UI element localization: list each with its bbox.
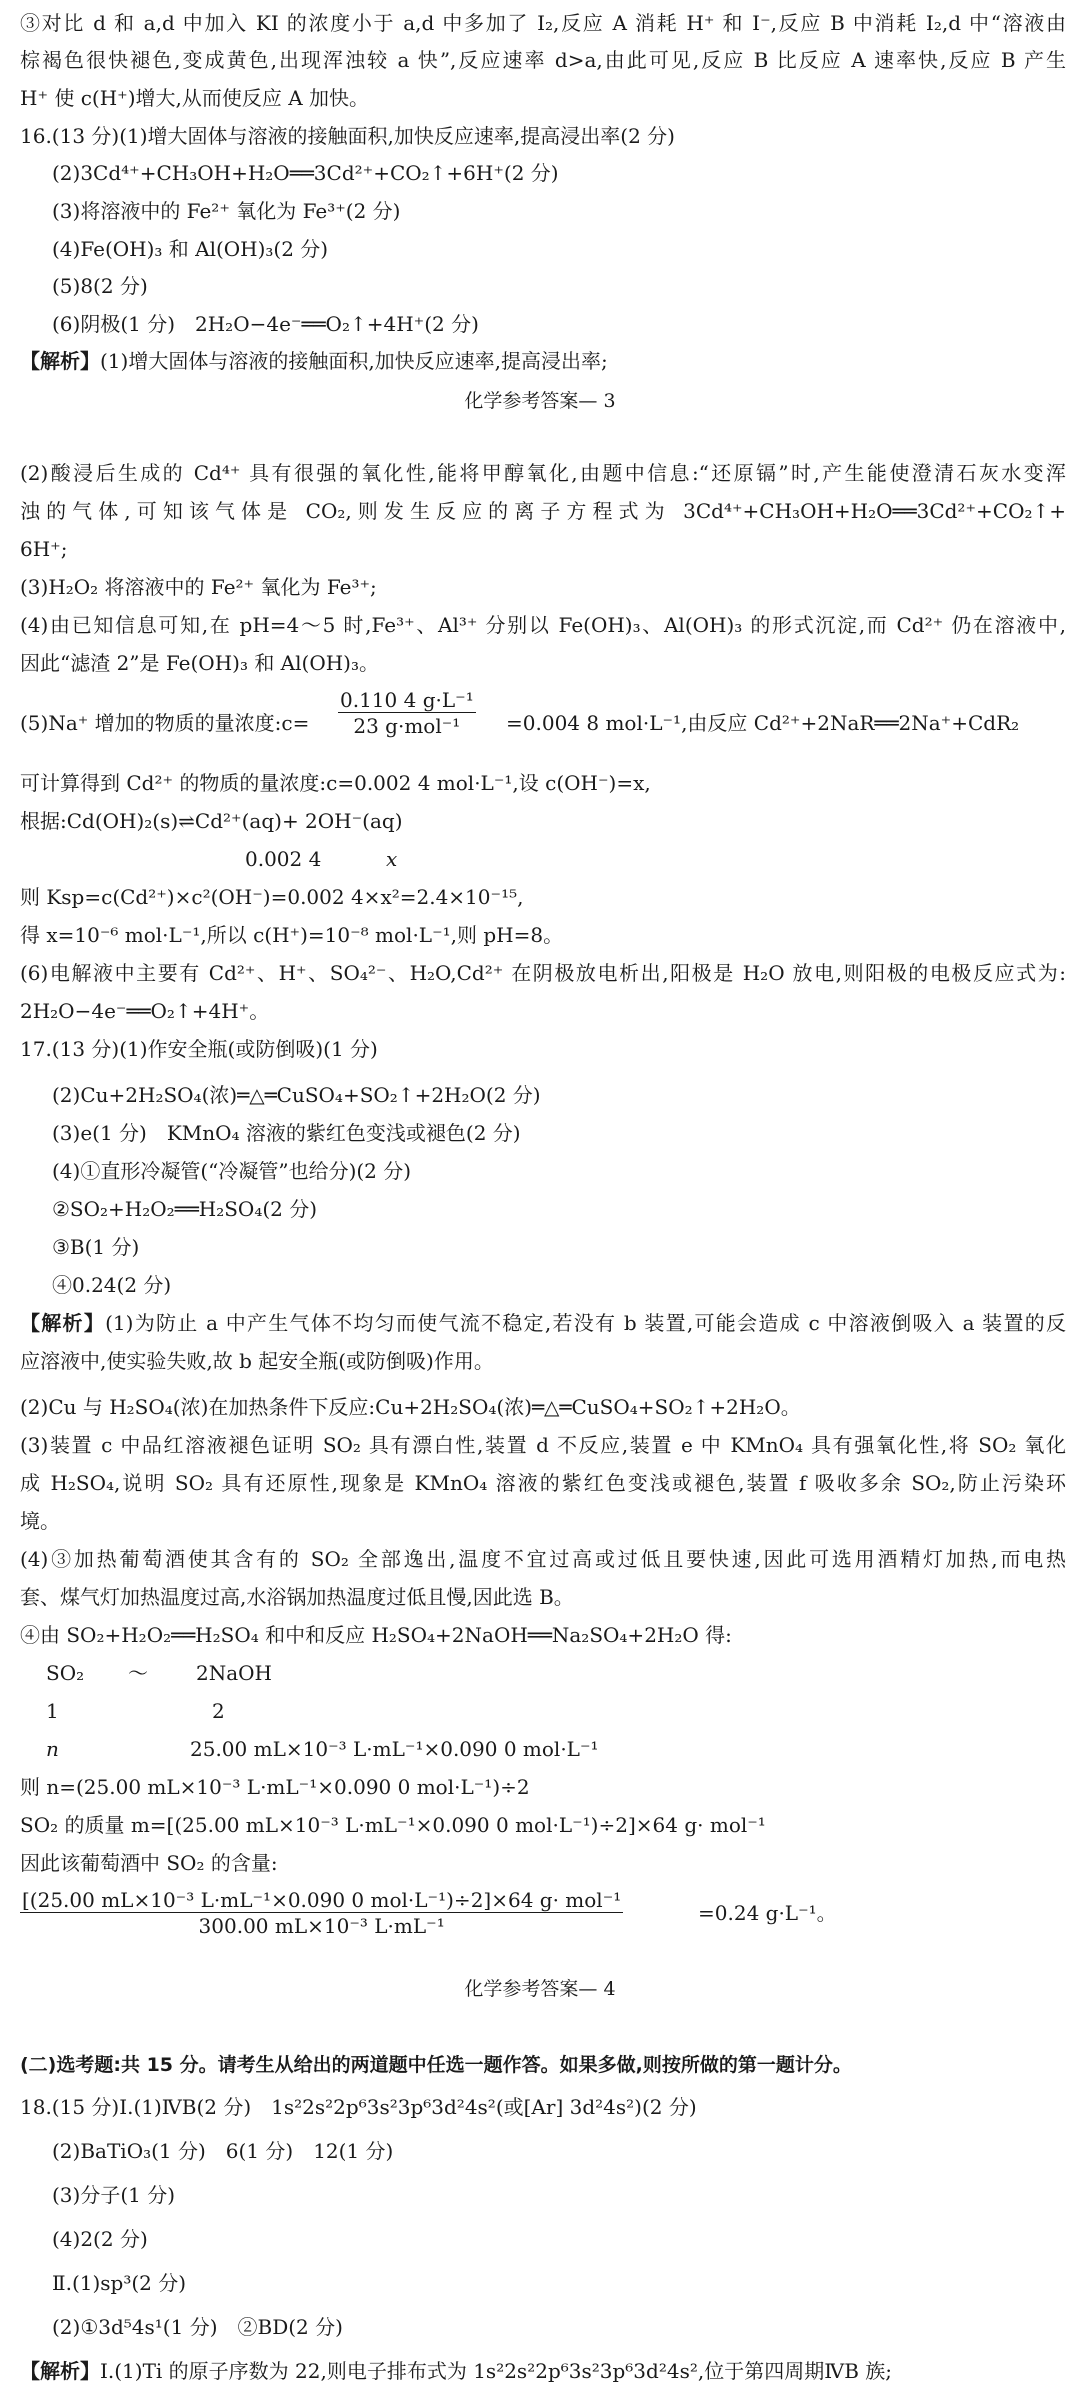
q18-header: 18.(15 分)Ⅰ.(1)ⅣB(2 分) 1s²2s²2p⁶3s²3p⁶3d²4s²(或[Ar] 3d²4s²)(2 分) — [20, 2095, 697, 2119]
q16-analysis-3: (3)H₂O₂ 将溶液中的 Fe²⁺ 氧化为 Fe³⁺; — [20, 575, 377, 599]
value-x: x — [386, 847, 398, 871]
q17-answer-4-2: ②SO₂+H₂O₂══H₂SO₄(2 分) — [52, 1197, 318, 1221]
q17-final-fraction-line — [20, 1888, 1066, 1948]
q15-answer-line-2: 棕褐色很快褪色,变成黄色,出现浑浊较 a 快”,反应速率 d>a,由此可见,反应 B 比反应 A 速率快,反应 B 产生 — [20, 48, 1066, 72]
q16-analysis-5-line-6: 得 x=10⁻⁶ mol·L⁻¹,所以 c(H⁺)=10⁻⁸ mol·L⁻¹,则 pH=8。 — [20, 923, 564, 947]
q18-answer-2: (2)BaTiO₃(1 分) 6(1 分) 12(1 分) — [52, 2139, 394, 2163]
q16-analysis-5-suffix: =0.004 8 mol·L⁻¹,由反应 Cd²⁺+2NaR══2Na⁺+CdR₂ — [506, 711, 1020, 735]
page-footer-4: 化学参考答案— 4 — [464, 1978, 616, 2000]
stoich-row-2 — [20, 1698, 1066, 1724]
q16-analysis-4-line-1: (4)由已知信息可知,在 pH=4～5 时,Fe³⁺、Al³⁺ 分别以 Fe(OH)₃、Al(OH)₃ 的形式沉淀,而 Cd²⁺ 仍在溶液中, — [20, 613, 1066, 637]
stoich-naoh-amount: 25.00 mL×10⁻³ L·mL⁻¹×0.090 0 mol·L⁻¹ — [190, 1737, 599, 1761]
q17-calc-line-2: SO₂ 的质量 m=[(25.00 mL×10⁻³ L·mL⁻¹×0.090 0 mol·L⁻¹)÷2]×64 g· mol⁻¹ — [20, 1813, 766, 1837]
q17-analysis-4-line-2: 套、煤气灯加热温度过高,水浴锅加热温度过低且慢,因此选 B。 — [20, 1585, 574, 1609]
stoich-n: n — [46, 1737, 59, 1761]
q16-analysis-6-line-2: 2H₂O−4e⁻══O₂↑+4H⁺。 — [20, 999, 270, 1023]
q17-analysis-2: (2)Cu 与 H₂SO₄(浓)在加热条件下反应:Cu+2H₂SO₄(浓)═△═CuSO₄+SO₂↑+2H₂O。 — [20, 1395, 801, 1419]
q16-analysis-4-line-2: 因此“滤渣 2”是 Fe(OH)₃ 和 Al(OH)₃。 — [20, 651, 379, 675]
fraction-denominator: 23 g·mol⁻¹ — [353, 714, 461, 738]
q17-calc-line-1: 则 n=(25.00 mL×10⁻³ L·mL⁻¹×0.090 0 mol·L⁻¹)÷2 — [20, 1775, 530, 1799]
q16-analysis-5-prefix: (5)Na⁺ 增加的物质的量浓度:c= — [20, 711, 310, 735]
q17-analysis-4-line-3: ④由 SO₂+H₂O₂══H₂SO₄ 和中和反应 H₂SO₄+2NaOH══Na₂SO₄+2H₂O 得: — [20, 1623, 732, 1647]
q16-analysis-1 — [20, 348, 1066, 374]
stoich-so2: SO₂ — [46, 1661, 85, 1685]
q18-answer-3: (3)分子(1 分) — [52, 2183, 176, 2207]
q16-analysis-5-line-1 — [20, 688, 1066, 770]
q17-analysis-1-line-2: 应溶液中,使实验失败,故 b 起安全瓶(或防倒吸)作用。 — [20, 1349, 494, 1373]
analysis-label: 【解析】 — [20, 1311, 106, 1335]
stoich-tilde: ～ — [128, 1661, 148, 1685]
q17-analysis-1-text: (1)为防止 a 中产生气体不均匀而使气流不稳定,若没有 b 装置,可能会造成 c 中溶液倒吸入 a 装置的反 — [105, 1311, 1067, 1335]
value-cd-conc: 0.002 4 — [245, 847, 322, 871]
q16-answer-6: (6)阴极(1 分) 2H₂O−4e⁻══O₂↑+4H⁺(2 分) — [52, 312, 479, 336]
q16-answer-3: (3)将溶液中的 Fe²⁺ 氧化为 Fe³⁺(2 分) — [52, 199, 401, 223]
q16-analysis-5-line-3: 根据:Cd(OH)₂(s)⇌Cd²⁺(aq)+ 2OH⁻(aq) — [20, 809, 403, 833]
q16-answer-5: (5)8(2 分) — [52, 274, 148, 298]
q18-answer-ii-2: (2)①3d⁵4s¹(1 分) ②BD(2 分) — [52, 2315, 343, 2339]
q16-answer-2: (2)3Cd⁴⁺+CH₃OH+H₂O══3Cd²⁺+CO₂↑+6H⁺(2 分) — [52, 161, 559, 185]
q17-answer-4-3: ③B(1 分) — [52, 1235, 140, 1259]
fraction-result: =0.24 g·L⁻¹。 — [698, 1901, 837, 1925]
q17-analysis-3-line-1: (3)装置 c 中品红溶液褪色证明 SO₂ 具有漂白性,装置 d 不反应,装置 e 中 KMnO₄ 具有强氧化性,将 SO₂ 氧化 — [20, 1433, 1066, 1457]
q16-header: 16.(13 分)(1)增大固体与溶液的接触面积,加快反应速率,提高浸出率(2 分) — [20, 124, 675, 148]
q17-analysis-4-line-1: (4)③加热葡萄酒使其含有的 SO₂ 全部逸出,温度不宜过高或过低且要快速,因此可选用酒精灯加热,而电热 — [20, 1547, 1066, 1571]
q17-answer-3: (3)e(1 分) KMnO₄ 溶液的紫红色变浅或褪色(2 分) — [52, 1121, 521, 1145]
q18-analysis-1-text: Ⅰ.(1)Ti 的原子序数为 22,则电子排布式为 1s²2s²2p⁶3s²3p⁶3d²4s²,位于第四周期ⅣB 族; — [100, 2359, 892, 2383]
fraction-denominator: 300.00 mL×10⁻³ L·mL⁻¹ — [198, 1914, 445, 1938]
stoich-row-3 — [20, 1736, 1066, 1762]
fraction-na-concentration — [338, 688, 476, 739]
q16-analysis-6-line-1: (6)电解液中主要有 Cd²⁺、H⁺、SO₄²⁻、H₂O,Cd²⁺ 在阴极放电析出,阳极是 H₂O 放电,则阳极的电极反应式为: — [20, 961, 1066, 985]
q16-analysis-2-line-1: (2)酸浸后生成的 Cd⁴⁺ 具有很强的氧化性,能将甲醇氧化,由题中信息:“还原镉”时,产生能使澄清石灰水变浑 — [20, 461, 1066, 485]
q16-answer-4: (4)Fe(OH)₃ 和 Al(OH)₃(2 分) — [52, 237, 329, 261]
q18-answer-ii-1: Ⅱ.(1)sp³(2 分) — [52, 2271, 187, 2295]
stoich-row-1 — [20, 1660, 1066, 1686]
q17-analysis-3-line-3: 境。 — [20, 1509, 60, 1533]
q16-analysis-5-line-4 — [20, 846, 1066, 872]
fraction-numerator: [(25.00 mL×10⁻³ L·mL⁻¹×0.090 0 mol·L⁻¹)÷2]×64 g· mol⁻¹ — [22, 1888, 622, 1912]
q16-analysis-5-line-5: 则 Ksp=c(Cd²⁺)×c²(OH⁻)=0.002 4×x²=2.4×10⁻¹⁵, — [20, 885, 524, 909]
q17-analysis-1-line-1 — [20, 1310, 1066, 1336]
q16-analysis-5-line-2: 可计算得到 Cd²⁺ 的物质的量浓度:c=0.002 4 mol·L⁻¹,设 c(OH⁻)=x, — [20, 771, 651, 795]
q16-analysis-2-line-2: 浊的气体,可知该气体是 CO₂,则发生反应的离子方程式为 3Cd⁴⁺+CH₃OH+H₂O══3Cd²⁺+CO₂↑+ — [20, 499, 1066, 523]
q16-analysis-1-text: (1)增大固体与溶液的接触面积,加快反应速率,提高浸出率; — [100, 349, 608, 373]
stoich-naoh: 2NaOH — [196, 1661, 272, 1685]
q17-answer-2: (2)Cu+2H₂SO₄(浓)═△═CuSO₄+SO₂↑+2H₂O(2 分) — [52, 1083, 541, 1107]
q17-answer-4-1: (4)①直形冷凝管(“冷凝管”也给分)(2 分) — [52, 1159, 412, 1183]
q17-analysis-3-line-2: 成 H₂SO₄,说明 SO₂ 具有还原性,现象是 KMnO₄ 溶液的紫红色变浅或褪色,装置 f 吸收多余 SO₂,防止污染环 — [20, 1471, 1066, 1495]
q17-calc-line-3: 因此该葡萄酒中 SO₂ 的含量: — [20, 1851, 278, 1875]
page-footer-3: 化学参考答案— 3 — [464, 390, 616, 412]
q17-header: 17.(13 分)(1)作安全瓶(或防倒吸)(1 分) — [20, 1037, 378, 1061]
stoich-coef-1: 1 — [46, 1699, 59, 1723]
analysis-label: 【解析】 — [20, 2359, 100, 2383]
q16-analysis-2-line-3: 6H⁺; — [20, 537, 68, 561]
q18-analysis-1 — [20, 2358, 1066, 2384]
fraction-so2-content — [20, 1888, 623, 1939]
q17-answer-4-4: ④0.24(2 分) — [52, 1273, 172, 1297]
q15-answer-line-3: H⁺ 使 c(H⁺)增大,从而使反应 A 加快。 — [20, 86, 370, 110]
stoich-coef-2: 2 — [212, 1699, 225, 1723]
q15-answer-line-1: ③对比 d 和 a,d 中加入 KI 的浓度小于 a,d 中多加了 I₂,反应 A 消耗 H⁺ 和 I⁻,反应 B 中消耗 I₂,d 中“溶液由 — [20, 11, 1066, 35]
analysis-label: 【解析】 — [20, 349, 100, 373]
section-title-elective: (二)选考题:共 15 分。请考生从给出的两道题中任选一题作答。如果多做,则按所做的第一题计分。 — [20, 2054, 852, 2076]
fraction-numerator: 0.110 4 g·L⁻¹ — [340, 688, 474, 712]
q18-answer-4: (4)2(2 分) — [52, 2227, 148, 2251]
